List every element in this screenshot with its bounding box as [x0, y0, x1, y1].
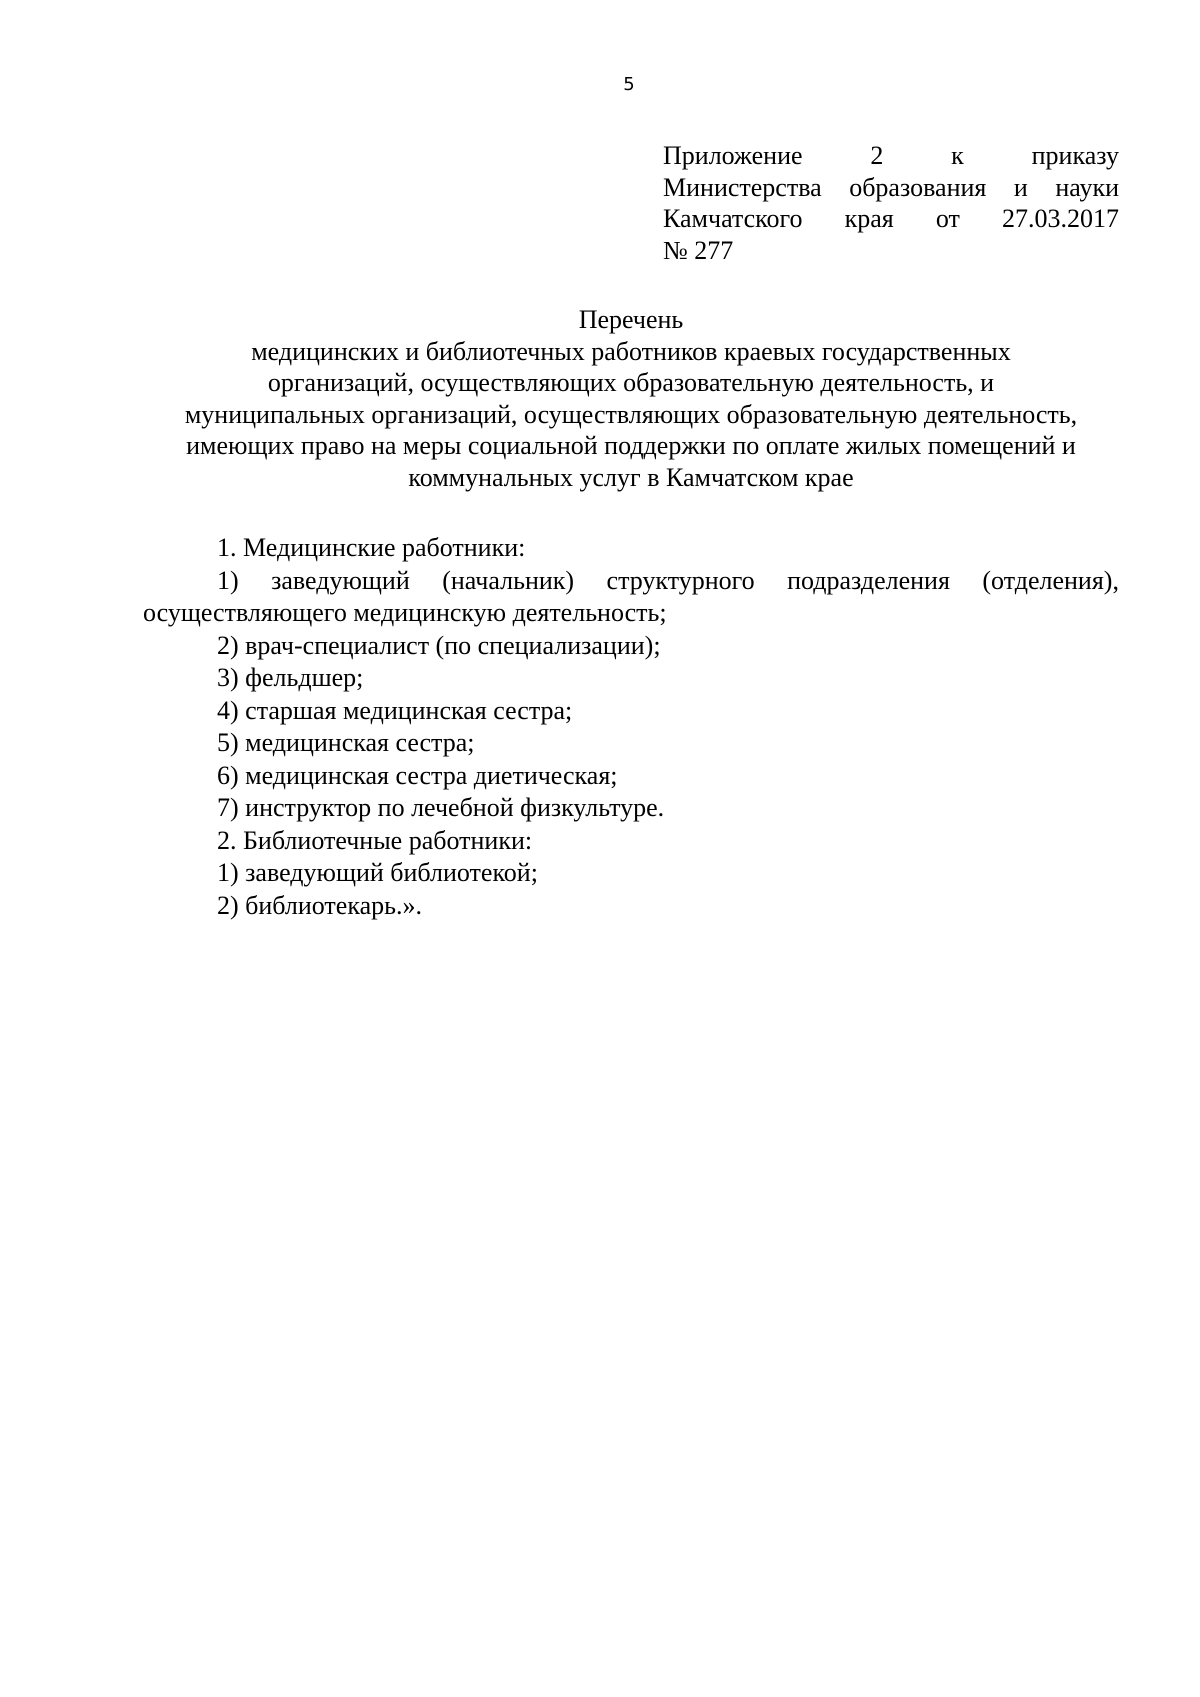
annex-line-1	[663, 140, 1119, 172]
list-item: 4) старшая медицинская сестра;	[217, 695, 573, 725]
annex-line-3	[663, 203, 1119, 235]
list-word: подразделения	[787, 565, 950, 595]
annex-word: к	[951, 141, 964, 170]
list-word: (начальник)	[442, 565, 575, 595]
annex-word: края	[844, 204, 894, 233]
list-item: 7) инструктор по лечебной физкультуре.	[217, 793, 665, 822]
list-item-1-continuation: осуществляющего медицинскую деятельность;	[143, 598, 667, 627]
annex-word: образования	[849, 172, 987, 202]
annex-word: 27.03.2017	[1001, 204, 1119, 233]
annex-word: и	[1013, 172, 1028, 202]
title-line: муниципальных организаций, осуществляющих образовательную деятельность,	[184, 399, 1078, 429]
list-word: 1)	[217, 565, 239, 595]
section-heading-medical: 1. Медицинские работники:	[217, 533, 526, 562]
list-word: заведующий	[271, 565, 410, 595]
annex-word: от	[935, 204, 960, 233]
list-word: (отделения),	[982, 565, 1119, 595]
list-item: 2) библиотекарь.».	[217, 890, 422, 920]
annex-word: Министерства	[663, 172, 822, 202]
annex-word: науки	[1055, 172, 1119, 202]
list-item: 1) заведующий библиотекой;	[217, 858, 538, 887]
title-line: организаций, осуществляющих образовательную деятельность, и	[267, 368, 995, 397]
title-line: коммунальных услуг в Камчатском крае	[408, 462, 854, 492]
annex-header	[663, 140, 1119, 266]
list-item-1-first-line	[143, 565, 1119, 598]
annex-word: Камчатского	[663, 204, 803, 233]
annex-word: 2	[870, 141, 884, 170]
page-number: 5	[623, 74, 635, 95]
list-item: 2) врач-специалист (по специализации);	[217, 630, 661, 660]
list-item: 5) медицинская сестра;	[217, 728, 475, 757]
annex-line-2	[663, 172, 1119, 204]
title-line: медицинских и библиотечных работников краевых государственных	[251, 336, 1011, 366]
document-body	[143, 532, 1119, 922]
annex-word: Приложение	[663, 141, 803, 170]
list-item: 6) медицинская сестра диетическая;	[217, 760, 618, 790]
list-item: 3) фельдшер;	[217, 663, 364, 692]
document-title	[130, 304, 1132, 493]
section-heading-library: 2. Библиотечные работники:	[217, 825, 533, 855]
title-heading: Перечень	[578, 305, 684, 334]
annex-word: приказу	[1031, 141, 1119, 170]
list-word: структурного	[606, 565, 755, 595]
title-line: имеющих право на меры социальной поддержки по оплате жилых помещений и	[186, 431, 1076, 460]
annex-order-number: № 277	[663, 235, 734, 265]
